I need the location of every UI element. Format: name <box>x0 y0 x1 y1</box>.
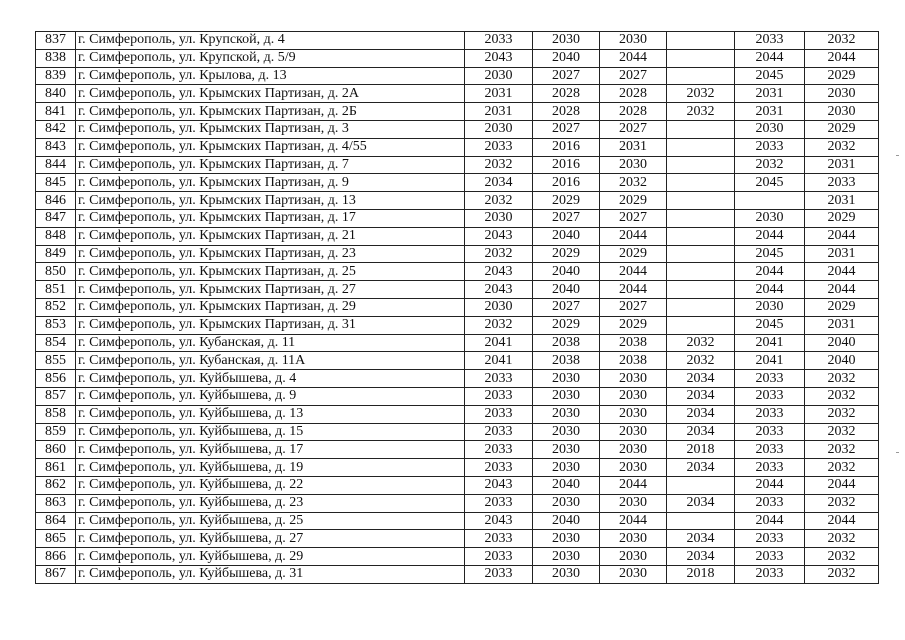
year-cell-1: 2033 <box>465 530 533 548</box>
row-number-cell: 840 <box>36 85 76 103</box>
year-cell-5: 2044 <box>735 281 805 299</box>
year-cell-6: 2029 <box>805 298 879 316</box>
year-cell-6: 2029 <box>805 67 879 85</box>
year-cell-4 <box>667 512 735 530</box>
year-cell-3: 2044 <box>600 49 667 67</box>
address-cell: г. Симферополь, ул. Кубанская, д. 11 <box>76 334 465 352</box>
year-cell-1: 2043 <box>465 476 533 494</box>
year-cell-4 <box>667 138 735 156</box>
year-cell-2: 2030 <box>533 565 600 583</box>
year-cell-2: 2040 <box>533 227 600 245</box>
year-cell-6: 2032 <box>805 494 879 512</box>
year-cell-5: 2033 <box>735 387 805 405</box>
year-cell-6: 2032 <box>805 387 879 405</box>
year-cell-2: 2027 <box>533 209 600 227</box>
year-cell-5: 2041 <box>735 352 805 370</box>
year-cell-3: 2027 <box>600 298 667 316</box>
address-cell: г. Симферополь, ул. Куйбышева, д. 15 <box>76 423 465 441</box>
year-cell-1: 2043 <box>465 49 533 67</box>
row-number-cell: 855 <box>36 352 76 370</box>
year-cell-6: 2031 <box>805 245 879 263</box>
table-row <box>36 156 879 174</box>
year-cell-5: 2044 <box>735 512 805 530</box>
table-row <box>36 530 879 548</box>
address-cell: г. Симферополь, ул. Куйбышева, д. 25 <box>76 512 465 530</box>
year-cell-1: 2033 <box>465 32 533 50</box>
year-cell-4 <box>667 227 735 245</box>
table-row <box>36 263 879 281</box>
year-cell-1: 2033 <box>465 441 533 459</box>
row-number-cell: 857 <box>36 387 76 405</box>
row-number-cell: 853 <box>36 316 76 334</box>
table-row <box>36 209 879 227</box>
table-row <box>36 192 879 210</box>
year-cell-6: 2031 <box>805 156 879 174</box>
year-cell-1: 2043 <box>465 227 533 245</box>
table-row <box>36 138 879 156</box>
year-cell-3: 2030 <box>600 387 667 405</box>
address-cell: г. Симферополь, ул. Куйбышева, д. 29 <box>76 548 465 566</box>
year-cell-3: 2031 <box>600 138 667 156</box>
year-cell-3: 2027 <box>600 120 667 138</box>
year-cell-1: 2031 <box>465 103 533 121</box>
address-cell: г. Симферополь, ул. Куйбышева, д. 23 <box>76 494 465 512</box>
year-cell-2: 2030 <box>533 387 600 405</box>
address-cell: г. Симферополь, ул. Куйбышева, д. 17 <box>76 441 465 459</box>
year-cell-2: 2027 <box>533 120 600 138</box>
address-cell: г. Симферополь, ул. Крымских Партизан, д. 9 <box>76 174 465 192</box>
table-row <box>36 405 879 423</box>
year-cell-1: 2033 <box>465 405 533 423</box>
year-cell-5: 2030 <box>735 298 805 316</box>
year-cell-6: 2031 <box>805 192 879 210</box>
address-cell: г. Симферополь, ул. Куйбышева, д. 9 <box>76 387 465 405</box>
year-cell-6: 2044 <box>805 227 879 245</box>
margin-mark <box>896 452 899 453</box>
year-cell-6: 2031 <box>805 316 879 334</box>
year-cell-5 <box>735 192 805 210</box>
table-row <box>36 85 879 103</box>
row-number-cell: 861 <box>36 459 76 477</box>
year-cell-5: 2045 <box>735 316 805 334</box>
row-number-cell: 865 <box>36 530 76 548</box>
address-cell: г. Симферополь, ул. Крымских Партизан, д. 2Б <box>76 103 465 121</box>
year-cell-5: 2033 <box>735 138 805 156</box>
address-cell: г. Симферополь, ул. Крымских Партизан, д. 21 <box>76 227 465 245</box>
row-number-cell: 837 <box>36 32 76 50</box>
address-cell: г. Симферополь, ул. Куйбышева, д. 31 <box>76 565 465 583</box>
table-row <box>36 423 879 441</box>
year-cell-5: 2033 <box>735 423 805 441</box>
year-cell-6: 2032 <box>805 459 879 477</box>
year-cell-6: 2029 <box>805 209 879 227</box>
year-cell-5: 2030 <box>735 209 805 227</box>
row-number-cell: 839 <box>36 67 76 85</box>
year-cell-4: 2034 <box>667 370 735 388</box>
year-cell-1: 2032 <box>465 316 533 334</box>
table-row <box>36 548 879 566</box>
year-cell-5: 2044 <box>735 49 805 67</box>
row-number-cell: 863 <box>36 494 76 512</box>
address-cell: г. Симферополь, ул. Куйбышева, д. 4 <box>76 370 465 388</box>
year-cell-4 <box>667 316 735 334</box>
year-cell-3: 2028 <box>600 103 667 121</box>
year-cell-2: 2030 <box>533 530 600 548</box>
row-number-cell: 852 <box>36 298 76 316</box>
table-row <box>36 316 879 334</box>
address-cell: г. Симферополь, ул. Крымских Партизан, д. 27 <box>76 281 465 299</box>
year-cell-3: 2030 <box>600 405 667 423</box>
year-cell-3: 2030 <box>600 565 667 583</box>
year-cell-6: 2040 <box>805 334 879 352</box>
table-row <box>36 103 879 121</box>
year-cell-6: 2033 <box>805 174 879 192</box>
year-cell-3: 2032 <box>600 174 667 192</box>
year-cell-1: 2033 <box>465 138 533 156</box>
address-cell: г. Симферополь, ул. Крымских Партизан, д. 13 <box>76 192 465 210</box>
year-cell-4 <box>667 67 735 85</box>
address-cell: г. Симферополь, ул. Крылова, д. 13 <box>76 67 465 85</box>
year-cell-6: 2032 <box>805 32 879 50</box>
year-cell-4: 2034 <box>667 548 735 566</box>
table-row <box>36 387 879 405</box>
year-cell-3: 2030 <box>600 423 667 441</box>
year-cell-4: 2034 <box>667 459 735 477</box>
year-cell-6: 2032 <box>805 405 879 423</box>
year-cell-3: 2044 <box>600 512 667 530</box>
address-cell: г. Симферополь, ул. Крымских Партизан, д. 29 <box>76 298 465 316</box>
year-cell-2: 2029 <box>533 192 600 210</box>
year-cell-6: 2029 <box>805 120 879 138</box>
row-number-cell: 841 <box>36 103 76 121</box>
table-row <box>36 476 879 494</box>
year-cell-1: 2034 <box>465 174 533 192</box>
table-row <box>36 32 879 50</box>
year-cell-5: 2033 <box>735 565 805 583</box>
table-row <box>36 441 879 459</box>
address-cell: г. Симферополь, ул. Крымских Партизан, д. 2А <box>76 85 465 103</box>
year-cell-5: 2033 <box>735 32 805 50</box>
year-cell-2: 2030 <box>533 405 600 423</box>
year-cell-1: 2043 <box>465 512 533 530</box>
year-cell-4: 2034 <box>667 387 735 405</box>
year-cell-5: 2031 <box>735 103 805 121</box>
address-cell: г. Симферополь, ул. Крымских Партизан, д. 31 <box>76 316 465 334</box>
year-cell-6: 2032 <box>805 548 879 566</box>
year-cell-3: 2027 <box>600 67 667 85</box>
year-cell-2: 2027 <box>533 298 600 316</box>
year-cell-3: 2030 <box>600 459 667 477</box>
year-cell-3: 2028 <box>600 85 667 103</box>
row-number-cell: 859 <box>36 423 76 441</box>
year-cell-6: 2032 <box>805 138 879 156</box>
year-cell-5: 2033 <box>735 370 805 388</box>
year-cell-5: 2033 <box>735 530 805 548</box>
table-row <box>36 334 879 352</box>
year-cell-1: 2041 <box>465 334 533 352</box>
table-row <box>36 281 879 299</box>
year-cell-4: 2032 <box>667 85 735 103</box>
year-cell-4: 2032 <box>667 103 735 121</box>
year-cell-3: 2044 <box>600 281 667 299</box>
year-cell-2: 2016 <box>533 174 600 192</box>
row-number-cell: 867 <box>36 565 76 583</box>
table-row <box>36 494 879 512</box>
year-cell-3: 2029 <box>600 316 667 334</box>
year-cell-4 <box>667 120 735 138</box>
year-cell-3: 2029 <box>600 192 667 210</box>
year-cell-1: 2030 <box>465 298 533 316</box>
year-cell-2: 2030 <box>533 459 600 477</box>
year-cell-3: 2038 <box>600 352 667 370</box>
year-cell-3: 2044 <box>600 227 667 245</box>
year-cell-1: 2033 <box>465 565 533 583</box>
row-number-cell: 856 <box>36 370 76 388</box>
year-cell-4 <box>667 49 735 67</box>
year-cell-5: 2033 <box>735 441 805 459</box>
year-cell-3: 2030 <box>600 32 667 50</box>
row-number-cell: 864 <box>36 512 76 530</box>
table-row <box>36 565 879 583</box>
table-row <box>36 245 879 263</box>
year-cell-1: 2032 <box>465 245 533 263</box>
table-row <box>36 227 879 245</box>
year-cell-2: 2030 <box>533 548 600 566</box>
year-cell-5: 2032 <box>735 156 805 174</box>
year-cell-5: 2044 <box>735 227 805 245</box>
year-cell-3: 2038 <box>600 334 667 352</box>
year-cell-1: 2033 <box>465 494 533 512</box>
year-cell-2: 2040 <box>533 49 600 67</box>
row-number-cell: 842 <box>36 120 76 138</box>
year-cell-4: 2032 <box>667 334 735 352</box>
year-cell-5: 2031 <box>735 85 805 103</box>
year-cell-6: 2032 <box>805 530 879 548</box>
year-cell-2: 2029 <box>533 316 600 334</box>
year-cell-6: 2032 <box>805 423 879 441</box>
year-cell-4 <box>667 476 735 494</box>
year-cell-4 <box>667 209 735 227</box>
row-number-cell: 854 <box>36 334 76 352</box>
address-cell: г. Симферополь, ул. Крупской, д. 5/9 <box>76 49 465 67</box>
year-cell-5: 2045 <box>735 245 805 263</box>
row-number-cell: 851 <box>36 281 76 299</box>
address-cell: г. Симферополь, ул. Куйбышева, д. 19 <box>76 459 465 477</box>
year-cell-4: 2018 <box>667 441 735 459</box>
year-cell-3: 2030 <box>600 494 667 512</box>
year-cell-1: 2043 <box>465 263 533 281</box>
address-cell: г. Симферополь, ул. Крымских Партизан, д. 4/55 <box>76 138 465 156</box>
row-number-cell: 862 <box>36 476 76 494</box>
table-row <box>36 67 879 85</box>
year-cell-1: 2032 <box>465 192 533 210</box>
table-row <box>36 49 879 67</box>
address-cell: г. Симферополь, ул. Куйбышева, д. 27 <box>76 530 465 548</box>
year-cell-3: 2030 <box>600 156 667 174</box>
year-cell-5: 2044 <box>735 263 805 281</box>
year-cell-1: 2032 <box>465 156 533 174</box>
year-cell-4: 2034 <box>667 423 735 441</box>
margin-mark <box>896 155 899 156</box>
year-cell-2: 2030 <box>533 32 600 50</box>
year-cell-5: 2033 <box>735 459 805 477</box>
year-cell-5: 2033 <box>735 494 805 512</box>
year-cell-3: 2030 <box>600 370 667 388</box>
year-cell-2: 2030 <box>533 441 600 459</box>
year-cell-1: 2033 <box>465 548 533 566</box>
row-number-cell: 846 <box>36 192 76 210</box>
address-cell: г. Симферополь, ул. Крымских Партизан, д. 3 <box>76 120 465 138</box>
year-cell-1: 2030 <box>465 209 533 227</box>
row-number-cell: 847 <box>36 209 76 227</box>
year-cell-6: 2032 <box>805 370 879 388</box>
year-cell-2: 2029 <box>533 245 600 263</box>
year-cell-5: 2045 <box>735 67 805 85</box>
row-number-cell: 843 <box>36 138 76 156</box>
year-cell-2: 2028 <box>533 85 600 103</box>
year-cell-2: 2028 <box>533 103 600 121</box>
year-cell-6: 2044 <box>805 476 879 494</box>
year-cell-6: 2044 <box>805 49 879 67</box>
year-cell-2: 2040 <box>533 512 600 530</box>
row-number-cell: 860 <box>36 441 76 459</box>
row-number-cell: 845 <box>36 174 76 192</box>
address-cell: г. Симферополь, ул. Крымских Партизан, д. 17 <box>76 209 465 227</box>
year-cell-4: 2018 <box>667 565 735 583</box>
year-cell-1: 2031 <box>465 85 533 103</box>
table-row <box>36 298 879 316</box>
year-cell-2: 2030 <box>533 494 600 512</box>
year-cell-5: 2033 <box>735 548 805 566</box>
year-cell-6: 2044 <box>805 281 879 299</box>
year-cell-3: 2044 <box>600 476 667 494</box>
year-cell-5: 2030 <box>735 120 805 138</box>
year-cell-4 <box>667 263 735 281</box>
year-cell-1: 2033 <box>465 370 533 388</box>
year-cell-1: 2043 <box>465 281 533 299</box>
row-number-cell: 858 <box>36 405 76 423</box>
year-cell-1: 2041 <box>465 352 533 370</box>
row-number-cell: 844 <box>36 156 76 174</box>
year-cell-4 <box>667 281 735 299</box>
year-cell-4 <box>667 245 735 263</box>
year-cell-4 <box>667 192 735 210</box>
row-number-cell: 849 <box>36 245 76 263</box>
year-cell-3: 2044 <box>600 263 667 281</box>
row-number-cell: 838 <box>36 49 76 67</box>
year-cell-5: 2033 <box>735 405 805 423</box>
year-cell-2: 2040 <box>533 281 600 299</box>
year-cell-1: 2033 <box>465 459 533 477</box>
year-cell-6: 2044 <box>805 263 879 281</box>
year-cell-5: 2044 <box>735 476 805 494</box>
table-row <box>36 352 879 370</box>
year-cell-2: 2027 <box>533 67 600 85</box>
year-cell-6: 2032 <box>805 565 879 583</box>
year-cell-6: 2040 <box>805 352 879 370</box>
year-cell-1: 2033 <box>465 423 533 441</box>
year-cell-2: 2038 <box>533 334 600 352</box>
year-cell-6: 2032 <box>805 441 879 459</box>
address-cell: г. Симферополь, ул. Куйбышева, д. 13 <box>76 405 465 423</box>
address-cell: г. Симферополь, ул. Крымских Партизан, д. 25 <box>76 263 465 281</box>
year-cell-4: 2034 <box>667 494 735 512</box>
year-cell-2: 2038 <box>533 352 600 370</box>
address-cell: г. Симферополь, ул. Крымских Партизан, д. 23 <box>76 245 465 263</box>
year-cell-1: 2030 <box>465 67 533 85</box>
year-cell-2: 2016 <box>533 138 600 156</box>
address-cell: г. Симферополь, ул. Кубанская, д. 11А <box>76 352 465 370</box>
table-row <box>36 459 879 477</box>
year-cell-2: 2016 <box>533 156 600 174</box>
year-cell-2: 2030 <box>533 423 600 441</box>
table-body <box>36 32 879 584</box>
year-cell-3: 2029 <box>600 245 667 263</box>
year-cell-4 <box>667 298 735 316</box>
housing-schedule-table <box>35 31 879 584</box>
year-cell-6: 2044 <box>805 512 879 530</box>
table-row <box>36 370 879 388</box>
year-cell-2: 2040 <box>533 263 600 281</box>
year-cell-4: 2034 <box>667 530 735 548</box>
address-cell: г. Симферополь, ул. Куйбышева, д. 22 <box>76 476 465 494</box>
row-number-cell: 848 <box>36 227 76 245</box>
table-row <box>36 512 879 530</box>
year-cell-4: 2032 <box>667 352 735 370</box>
year-cell-4: 2034 <box>667 405 735 423</box>
address-cell: г. Симферополь, ул. Крымских Партизан, д. 7 <box>76 156 465 174</box>
year-cell-6: 2030 <box>805 103 879 121</box>
year-cell-2: 2030 <box>533 370 600 388</box>
row-number-cell: 850 <box>36 263 76 281</box>
year-cell-3: 2027 <box>600 209 667 227</box>
address-cell: г. Симферополь, ул. Крупской, д. 4 <box>76 32 465 50</box>
row-number-cell: 866 <box>36 548 76 566</box>
year-cell-5: 2041 <box>735 334 805 352</box>
year-cell-6: 2030 <box>805 85 879 103</box>
table-row <box>36 120 879 138</box>
year-cell-4 <box>667 174 735 192</box>
year-cell-3: 2030 <box>600 530 667 548</box>
year-cell-1: 2033 <box>465 387 533 405</box>
year-cell-3: 2030 <box>600 548 667 566</box>
table-row <box>36 174 879 192</box>
year-cell-4 <box>667 156 735 174</box>
year-cell-3: 2030 <box>600 441 667 459</box>
year-cell-4 <box>667 32 735 50</box>
year-cell-2: 2040 <box>533 476 600 494</box>
year-cell-5: 2045 <box>735 174 805 192</box>
year-cell-1: 2030 <box>465 120 533 138</box>
